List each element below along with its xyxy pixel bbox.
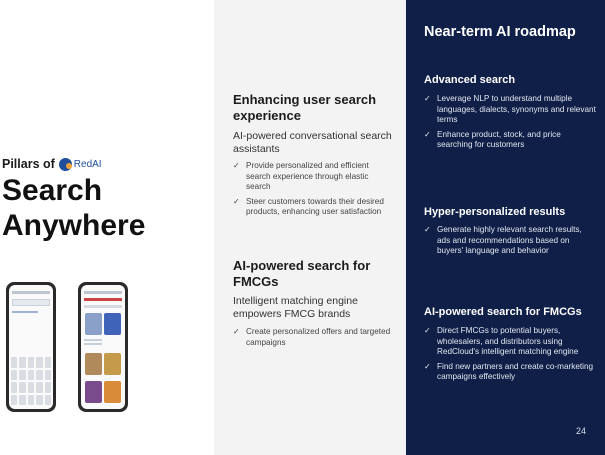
page-number: 24 [576, 426, 587, 436]
roadmap-fmcg-bullets [424, 326, 596, 387]
hyper-personalized-bullets [424, 225, 596, 261]
list-item: ✓ Steer customers towards their desired products, enhancing user satisfaction [233, 197, 393, 218]
roadmap-heading-fmcg-search: AI-powered search for FMCGs [424, 306, 582, 318]
phone-mockup-results [78, 282, 128, 412]
keyboard-image [11, 357, 51, 405]
list-item: ✓ Direct FMCGs to potential buyers, wholesalers, and distributors using RedCloud's intelligent matching engine [424, 326, 596, 358]
list-item: ✓ Provide personalized and efficient search experience through elastic search [233, 161, 393, 193]
phone-mockup-search [6, 282, 56, 412]
section-heading-fmcg-search: AI-powered search for FMCGs [233, 258, 371, 289]
middle-panel [214, 0, 406, 455]
page-title: Search Anywhere [2, 174, 146, 242]
pillars-label-row [2, 157, 102, 171]
section-subtitle-user-search: AI-powered conversational search assistants [233, 130, 392, 155]
list-item: ✓ Leverage NLP to understand multiple languages, dialects, synonyms and relevant terms [424, 94, 596, 126]
user-search-bullets [233, 161, 393, 222]
redai-logo-icon [59, 158, 72, 171]
roadmap-heading-hyper-personalized: Hyper-personalized results [424, 206, 566, 218]
advanced-search-bullets [424, 94, 596, 155]
list-item: ✓ Enhance product, stock, and price searching for customers [424, 130, 596, 151]
redai-logo-text: RedAI [73, 158, 102, 170]
fmcg-search-bullets [233, 327, 393, 352]
list-item: ✓ Generate highly relevant search results, ads and recommendations based on buyers' language and behavior [424, 225, 596, 257]
pillars-label: Pillars of [2, 157, 55, 171]
roadmap-title: Near-term AI roadmap [424, 24, 576, 40]
section-subtitle-fmcg-search: Intelligent matching engine empowers FMCG brands [233, 295, 358, 320]
section-heading-user-search: Enhancing user search experience [233, 92, 377, 123]
list-item: ✓ Find new partners and create co-marketing campaigns effectively [424, 362, 596, 383]
roadmap-heading-advanced-search: Advanced search [424, 74, 516, 86]
list-item: ✓ Create personalized offers and targeted campaigns [233, 327, 393, 348]
